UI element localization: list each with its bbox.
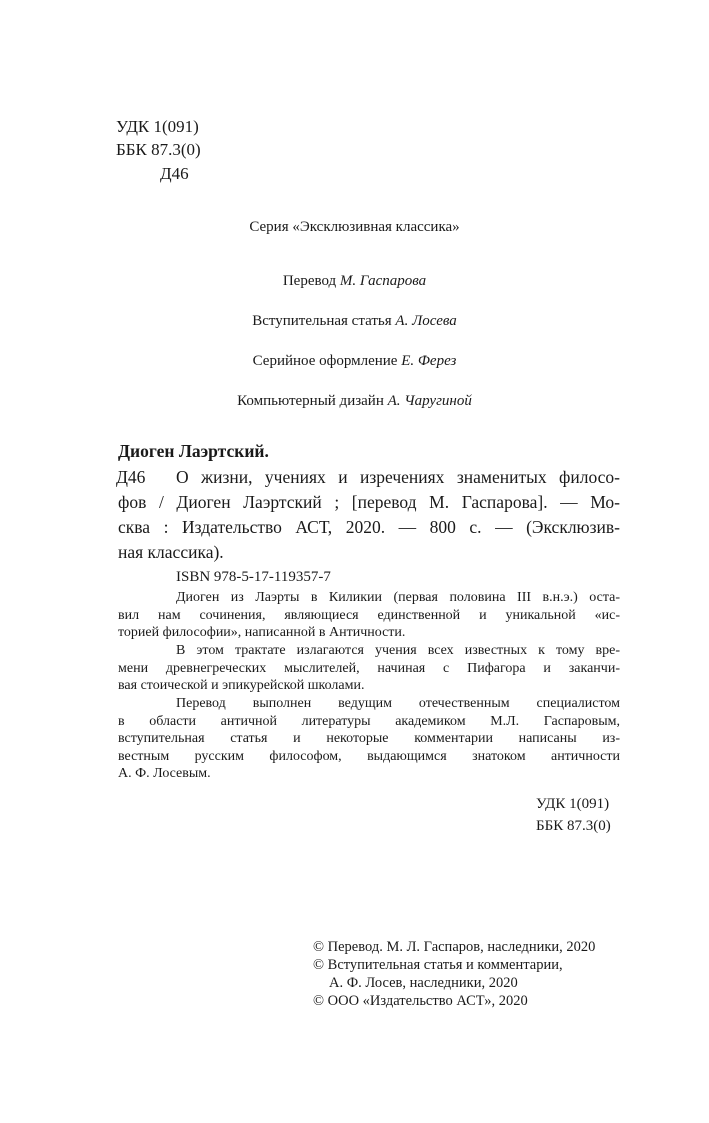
intro-author-name: А. Лосева [395, 313, 457, 329]
annotation-p2-line-1: В этом трактате излагаются учения всех известных к тому вре- [176, 643, 620, 658]
copyright-introduction: © Вступительная статья и комментарии, [313, 957, 563, 973]
record-mark: Д46 [116, 467, 146, 487]
annotation-p3-line-4: вестным русским философом, выдающимся знатоком античности [118, 749, 620, 764]
computer-design-label: Компьютерный дизайн [237, 393, 384, 409]
annotation-p3-line-2: в области античной литературы академиком М.Л. Гаспаровым, [118, 714, 620, 729]
annotation-p3-line-3: вступительная статья и некоторые комментарии написаны из- [118, 731, 620, 746]
isbn: ISBN 978-5-17-119357-7 [176, 569, 331, 585]
annotation-p2-line-2: мени древнегреческих мыслителей, начиная с Пифагора и заканчи- [118, 661, 620, 676]
bbk-code: ББК 87.3(0) [116, 140, 201, 159]
record-title-line-1: О жизни, учениях и изречениях знаменитых филосо- [176, 467, 620, 487]
intro-label: Вступительная статья [252, 313, 392, 329]
annotation-p1-line-1: Диоген из Лаэрты в Киликии (первая половина III в.н.э.) оста- [176, 590, 620, 605]
computer-designer-name: А. Чаругиной [387, 393, 472, 409]
annotation-p1-line-2: вил нам сочинения, являющиеся единственной и уникальной «ис- [118, 608, 620, 623]
annotation-p3-line-5: А. Ф. Лосевым. [118, 766, 211, 781]
computer-design-credit [0, 391, 709, 411]
series-designer-name: Е. Ферез [401, 353, 457, 369]
translator-name: М. Гаспарова [339, 273, 427, 289]
udk-code: УДК 1(091) [116, 117, 199, 136]
intro-credit [0, 311, 709, 331]
record-title-line-2: фов / Диоген Лаэртский ; [перевод М. Гаспарова]. — Мо- [118, 492, 620, 512]
footer-bbk-code: ББК 87.3(0) [536, 818, 611, 834]
annotation-p2-line-3: вая стоической и эпикурейской школами. [118, 678, 365, 693]
translation-label: Перевод [282, 273, 337, 289]
series-design-credit [0, 351, 709, 371]
record-title-line-4: ная классика). [118, 542, 224, 562]
footer-udk-code: УДК 1(091) [536, 796, 610, 812]
annotation-p1-line-3: торией философии», написанной в Античности. [118, 625, 406, 640]
record-title-line-3: сква : Издательство АСТ, 2020. — 800 с. — (Эксклюзив- [118, 517, 620, 537]
series-design-label: Серийное оформление [252, 353, 398, 369]
author-mark: Д46 [160, 164, 189, 183]
record-author: Диоген Лаэртский. [118, 441, 269, 461]
copyright-publisher: © ООО «Издательство АСТ», 2020 [313, 993, 528, 1009]
annotation-p3-line-1: Перевод выполнен ведущим отечественным специалистом [176, 696, 620, 711]
copyright-translation: © Перевод. М. Л. Гаспаров, наследники, 2020 [313, 939, 596, 955]
translation-credit [0, 271, 709, 291]
series-line: Серия «Эксклюзивная классика» [249, 219, 460, 235]
copyright-introduction-holder: А. Ф. Лосев, наследники, 2020 [329, 975, 518, 991]
